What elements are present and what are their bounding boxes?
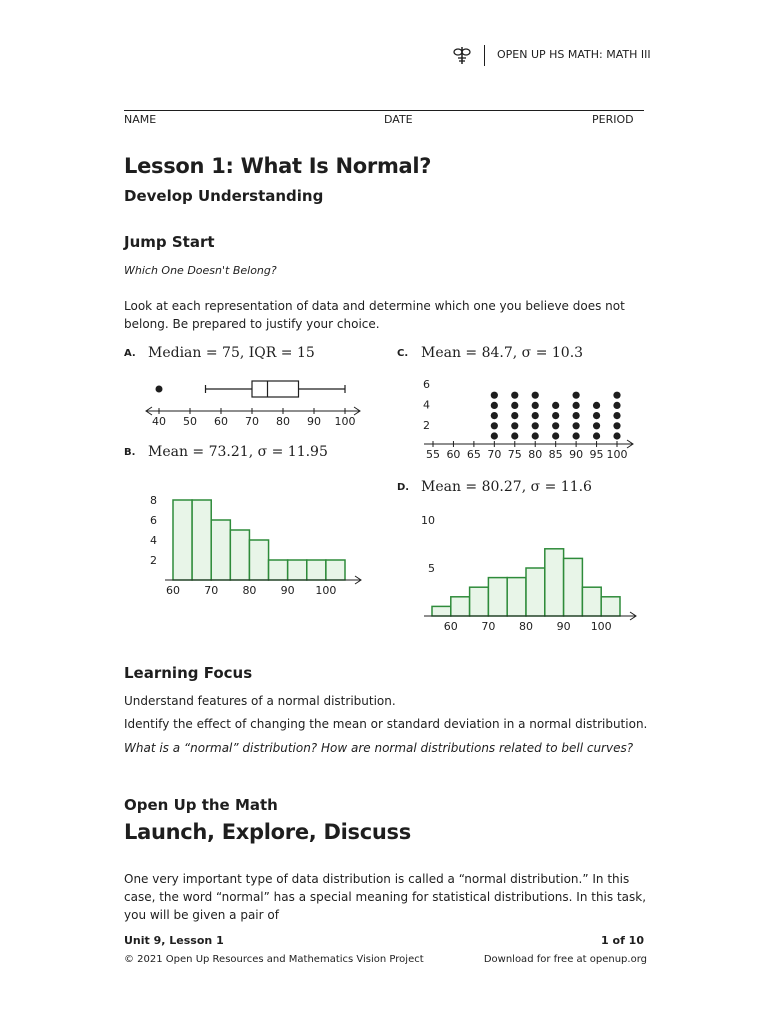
panel-c-formula: Mean = 84.7, σ = 10.3 — [421, 345, 584, 361]
x-tick-label: 70 — [487, 448, 502, 461]
y-tick-label: 5 — [428, 562, 435, 575]
dot-point — [613, 402, 620, 409]
jump-start-prompt: Which One Doesn't Belong? — [124, 264, 277, 277]
x-tick-label: 100 — [315, 584, 337, 597]
learning-focus-heading: Learning Focus — [124, 664, 253, 682]
header-brand: OPEN UP HS MATH: MATH III — [497, 48, 651, 61]
histogram-bar — [249, 540, 268, 580]
dot-point — [552, 402, 559, 409]
x-tick-label: 80 — [528, 448, 543, 461]
jump-start-instructions: Look at each representation of data and determine which one you believe does not belong. Be prepared to justify your choice. — [124, 299, 625, 331]
open-up-body: One very important type of data distribution is called a “normal distribution.” In this case, the word “normal” has a special meaning for statistical distributions. In this task, you will be given a pair of — [124, 872, 647, 922]
x-tick-label: 90 — [556, 620, 571, 633]
dot-point — [511, 402, 518, 409]
learning-focus-question: What is a “normal” distribution? How are normal distributions related to bell curves? — [124, 741, 634, 755]
open-up-title: Launch, Explore, Discuss — [124, 820, 411, 844]
dot-point — [491, 412, 498, 419]
panel-b-letter: B. — [124, 447, 136, 458]
open-up-heading: Open Up the Math — [124, 796, 278, 814]
footer-copyright: © 2021 Open Up Resources and Mathematics Vision Project — [124, 954, 424, 965]
panel-b-formula: Mean = 73.21, σ = 11.95 — [148, 444, 328, 460]
dot-point — [573, 412, 580, 419]
histogram-bar — [192, 500, 211, 580]
dot-point — [593, 432, 600, 439]
dot-point — [593, 402, 600, 409]
x-tick-label: 90 — [280, 584, 295, 597]
dot-point — [593, 412, 600, 419]
x-tick-label: 80 — [276, 415, 290, 428]
x-tick-label: 55 — [426, 448, 440, 461]
y-tick-label: 4 — [423, 398, 430, 412]
date-label: DATE — [384, 113, 413, 126]
dot-point — [491, 392, 498, 399]
histogram-bar — [211, 520, 230, 580]
y-tick-label: 2 — [150, 554, 157, 567]
logo-icon — [452, 44, 472, 66]
dot-point — [491, 422, 498, 429]
dot-point — [532, 412, 539, 419]
dot-point — [613, 422, 620, 429]
x-tick-label: 95 — [589, 448, 604, 461]
x-tick-label: 60 — [443, 620, 458, 633]
lesson-subtitle: Develop Understanding — [124, 187, 324, 205]
histogram-bar — [269, 560, 288, 580]
dot-point — [491, 402, 498, 409]
histogram-bar — [326, 560, 345, 580]
x-tick-label: 80 — [519, 620, 533, 633]
chart-a-boxplot — [140, 372, 370, 432]
histogram-bar — [288, 560, 307, 580]
panel-a-letter: A. — [124, 348, 136, 359]
panel-c-letter: C. — [397, 348, 409, 359]
outlier-point — [156, 386, 163, 393]
histogram-bar — [307, 560, 326, 580]
y-tick-label: 2 — [423, 418, 430, 432]
iqr-box — [252, 381, 299, 397]
learning-focus-line2: Identify the effect of changing the mean or standard deviation in a normal distribution. — [124, 717, 648, 731]
y-tick-label: 10 — [421, 514, 435, 527]
x-tick-label: 60 — [446, 448, 461, 461]
dot-point — [573, 392, 580, 399]
learning-focus-line1: Understand features of a normal distribution. — [124, 694, 396, 708]
histogram-bar — [432, 606, 451, 616]
jump-start-heading: Jump Start — [124, 233, 215, 251]
dot-point — [552, 432, 559, 439]
footer-page: 1 of 10 — [601, 934, 644, 947]
y-tick-label: 8 — [150, 494, 157, 507]
dot-point — [511, 412, 518, 419]
footer-unit: Unit 9, Lesson 1 — [124, 934, 224, 947]
histogram-bar — [470, 587, 489, 616]
dot-point — [511, 392, 518, 399]
form-rule — [124, 110, 644, 111]
chart-b-histogram — [140, 490, 370, 600]
dot-point — [511, 432, 518, 439]
name-label: NAME — [124, 113, 157, 126]
x-tick-label: 100 — [606, 448, 628, 461]
x-tick-label: 60 — [214, 415, 228, 428]
dot-point — [532, 392, 539, 399]
dot-point — [491, 432, 498, 439]
dot-point — [573, 432, 580, 439]
dot-point — [613, 412, 620, 419]
dot-point — [573, 422, 580, 429]
x-tick-label: 70 — [481, 620, 496, 633]
histogram-bar — [230, 530, 249, 580]
dot-point — [532, 432, 539, 439]
dot-point — [532, 402, 539, 409]
period-label: PERIOD — [592, 113, 634, 126]
x-tick-label: 80 — [242, 584, 257, 597]
panel-a-formula: Median = 75, IQR = 15 — [148, 345, 315, 361]
x-tick-label: 100 — [334, 415, 356, 428]
x-tick-label: 65 — [466, 448, 481, 461]
y-tick-label: 4 — [150, 534, 157, 547]
x-tick-label: 70 — [245, 415, 259, 428]
y-tick-label: 6 — [150, 514, 157, 527]
x-tick-label: 60 — [166, 584, 180, 597]
lesson-title: Lesson 1: What Is Normal? — [124, 154, 432, 178]
x-tick-label: 85 — [548, 448, 563, 461]
histogram-bar — [582, 587, 601, 616]
dot-point — [593, 422, 600, 429]
histogram-bar — [507, 578, 526, 616]
x-tick-label: 75 — [507, 448, 522, 461]
dot-point — [552, 422, 559, 429]
histogram-bar — [451, 597, 470, 616]
dot-point — [613, 432, 620, 439]
header-divider — [484, 45, 485, 66]
dot-point — [552, 412, 559, 419]
x-tick-label: 50 — [183, 415, 197, 428]
dot-point — [613, 392, 620, 399]
x-tick-label: 90 — [569, 448, 584, 461]
footer-download: Download for free at openup.org — [483, 954, 647, 965]
histogram-bar — [601, 597, 620, 616]
x-tick-label: 100 — [590, 620, 612, 633]
chart-c-dotplot — [415, 372, 645, 464]
panel-d-letter: D. — [397, 482, 410, 493]
histogram-bar — [545, 549, 564, 616]
panel-d-formula: Mean = 80.27, σ = 11.6 — [421, 479, 592, 495]
x-tick-label: 90 — [307, 415, 321, 428]
histogram-bar — [526, 568, 545, 616]
x-tick-label: 70 — [204, 584, 219, 597]
x-tick-label: 40 — [152, 415, 166, 428]
histogram-bar — [488, 578, 507, 616]
y-tick-label: 6 — [423, 378, 430, 391]
chart-d-histogram — [415, 508, 645, 633]
dot-point — [573, 402, 580, 409]
dot-point — [511, 422, 518, 429]
histogram-bar — [564, 558, 583, 616]
histogram-bar — [173, 500, 192, 580]
dot-point — [532, 422, 539, 429]
